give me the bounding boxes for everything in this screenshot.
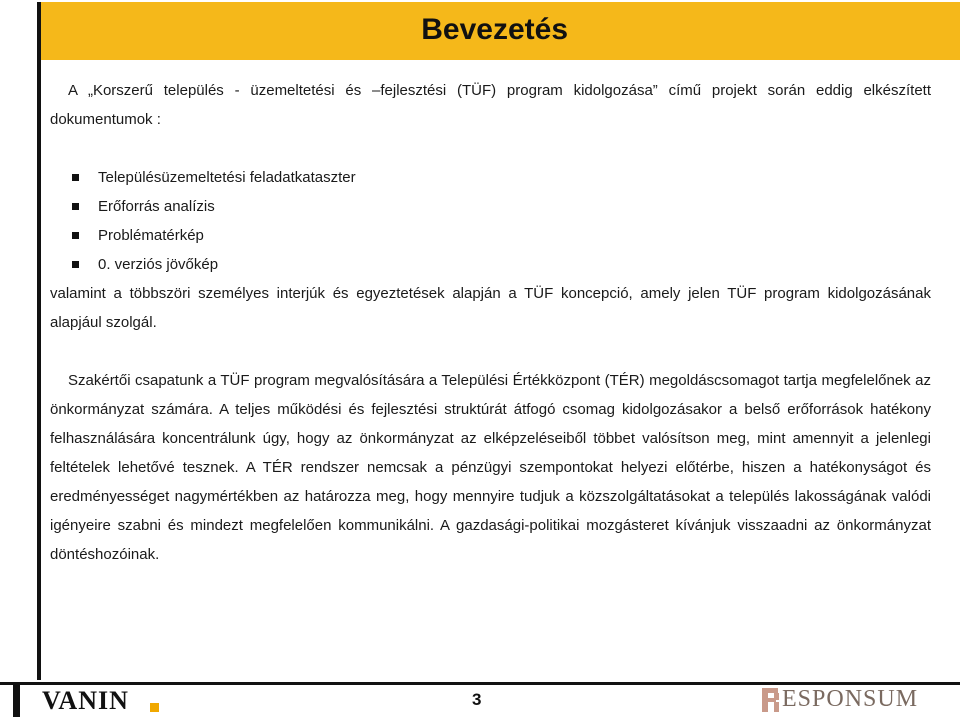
bullet-square-icon xyxy=(72,232,79,239)
responsum-r-icon xyxy=(762,688,784,712)
intro-paragraph: A „Korszerű település - üzemeltetési és –fejlesztési (TÜF) program kidolgozása” című projekt során eddig elkészített dokumentumok : xyxy=(50,82,931,128)
footer xyxy=(0,680,960,717)
list-item xyxy=(50,250,931,279)
main-paragraph: Szakértői csapatunk a TÜF program megvalósítására a Települési Értékközpont (TÉR) megoldáscsomagot tartja megfelelőnek az önkormányzat számára. A teljes működési és fejlesztési struktúrát átfogó csomag kidolgozásakor a belső erőforrások hatékony felhasználására koncentrálunk úgy, hogy az önkormányzat az elképzeléseiből többet valósítson meg, mint amennyit a jelenlegi feltételek lehetővé tesznek. A TÉR rendszer nemcsak a pénzügyi szempontokat helyezi előtérbe, hiszen a hatékonyságot és eredményességet nagymértékben az határozza meg, hogy mennyire tudjuk a közszolgáltatásokat a település lakosságának valódi igényeire szabni és mindezt megfelelően kommunikálni. A gazdasági-politikai mozgásteret kívánjuk visszaadni az önkormányzat döntéshozóinak. xyxy=(50,372,931,563)
title-bar xyxy=(37,2,960,60)
content-area xyxy=(50,76,931,569)
list-item xyxy=(50,221,931,250)
responsum-logo xyxy=(762,686,942,714)
title-bar-edge xyxy=(37,2,41,60)
page-title: Bevezetés xyxy=(421,13,568,46)
vanin-logo-square-icon xyxy=(150,703,159,712)
vanin-logo: VANIN xyxy=(42,686,129,715)
list-item-text: Erőforrás analízis xyxy=(98,198,215,215)
bullet-square-icon xyxy=(72,261,79,268)
left-rule xyxy=(37,60,41,680)
bullet-square-icon xyxy=(72,174,79,181)
responsum-logo-text: ESPONSUM xyxy=(782,686,919,712)
footer-tick xyxy=(13,682,20,717)
list-item-text: 0. verziós jövőkép xyxy=(98,256,219,273)
list-item xyxy=(50,163,931,192)
list-item-text: Problématérkép xyxy=(98,227,204,244)
list-item xyxy=(50,192,931,221)
page-number: 3 xyxy=(472,690,482,709)
after-bullets-paragraph: valamint a többszöri személyes interjúk és egyeztetések alapján a TÜF koncepció, amely jelen TÜF program kidolgozásának alapjául szolgál. xyxy=(50,285,931,331)
bullet-square-icon xyxy=(72,203,79,210)
footer-rule xyxy=(0,682,960,685)
list-item-text: Településüzemeltetési feladatkataszter xyxy=(98,169,356,186)
document-list xyxy=(50,163,931,279)
